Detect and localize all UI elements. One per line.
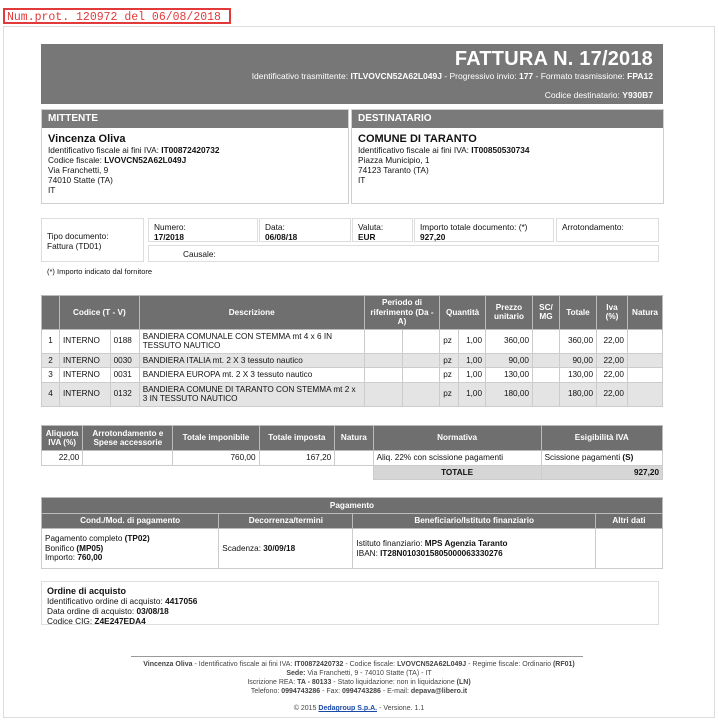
document-type: Tipo documento: Fattura (TD01) — [41, 218, 144, 262]
sender-address: Via Franchetti, 9 — [48, 165, 109, 175]
recipient-city: 74123 Taranto (TA) — [358, 165, 429, 175]
footnote: (*) Importo indicato dal fornitore — [47, 267, 153, 276]
document-rounding: Arrotondamento: — [556, 218, 659, 242]
sender-heading: MITTENTE — [42, 110, 348, 128]
footer: Vincenza Oliva - Identificativo fiscale ai fini IVA: IT00872420732 - Codice fiscale: LVOVCN52A62L049J - Regime fiscale: Ordinario (RF01) Sede: Via Franchetti, 9 - 74010 Statte (TA) - IT Iscrizione REA: TA - 80133 - Stato liquidazione: non in liquidazione (LN) Telefono: 0994743286 - Fax: 0994743286 - E-mail: depava@libero.it — [143, 661, 575, 695]
recipient-box: DESTINATARIO COMUNE DI TARANTO Identificativo fiscale ai fini IVA: IT00850530734 Piazza Municipio, 1 74123 Taranto (TA) IT — [351, 109, 664, 204]
invoice-header — [41, 44, 663, 104]
table-row: 4 INTERNO 0132 BANDIERA COMUNE DI TARANTO CON STEMMA mt 2 x 3 IN TESSUTO NAUTICO pz 1,00 180,00 180,00 22,00 — [42, 382, 663, 406]
table-row: 1 INTERNO 0188 BANDIERA COMUNALE CON STEMMA mt 4 x 6 IN TESSUTO NAUTICO pz 1,00 360,00 360,00 22,00 — [42, 329, 663, 353]
line-items-header: Codice (T - V) Descrizione Periodo di riferimento (Da - A) Quantità Prezzo unitario SC/ MG Totale Iva (%) Natura — [42, 296, 663, 330]
recipient-address: Piazza Municipio, 1 — [358, 155, 430, 165]
purchase-order-box: Ordine di acquisto Identificativo ordine di acquisto: 4417056 Data ordine di acquisto: 03/08/18 Codice CIG: Z4E247EDA4 — [41, 581, 659, 625]
document-currency: Valuta: EUR — [352, 218, 413, 242]
table-row: 2 INTERNO 0030 BANDIERA ITALIA mt. 2 X 3 tessuto nautico pz 1,00 90,00 90,00 22,00 — [42, 353, 663, 368]
footer-divider — [131, 656, 583, 657]
document-total: Importo totale documento: (*) 927,20 — [414, 218, 554, 242]
vat-summary-header: Aliquota IVA (%) Arrotondamento e Spese accessorie Totale imponibile Totale imposta Natura Normativa Esigibilità IVA — [42, 426, 663, 451]
document-causale: Causale: — [148, 245, 659, 262]
sender-city: 74010 Statte (TA) — [48, 175, 113, 185]
table-row: 3 INTERNO 0031 BANDIERA EUROPA mt. 2 X 3 tessuto nautico pz 1,00 130,00 130,00 22,00 — [42, 368, 663, 383]
payment-header: Cond./Mod. di pagamento Decorrenza/termini Beneficiario/Istituto finanziario Altri dati — [42, 514, 663, 529]
copyright: © 2015 Dedagroup S.p.A. - Versione. 1.1 — [293, 705, 425, 712]
table-row: 22,00 760,00 167,20 Aliq. 22% con scissione pagamenti Scissione pagamenti (S) — [42, 451, 663, 466]
document-date: Data: 06/08/18 — [259, 218, 351, 242]
transmission-info: Identificativo trasmittente: ITLVOVCN52A62L049J - Progressivo invio: 177 - Formato trasmissione: FPA12 — [251, 71, 653, 81]
line-items-table — [41, 295, 663, 407]
purchase-order-title: Ordine di acquisto — [47, 586, 127, 596]
recipient-name: COMUNE DI TARANTO — [358, 133, 477, 145]
document-number: Numero: 17/2018 — [148, 218, 258, 242]
protocol-stamp: Num.prot. 120972 del 06/08/2018 — [3, 8, 231, 24]
sender-box: MITTENTE Vincenza Oliva Identificativo fiscale ai fini IVA: IT00872420732 Codice fiscale: LVOVCN52A62L049J Via Franchetti, 9 74010 Statte (TA) IT — [41, 109, 349, 204]
sender-name: Vincenza Oliva — [48, 133, 126, 145]
invoice-title: FATTURA N. 17/2018 — [454, 48, 653, 70]
vat-summary-table — [41, 425, 663, 480]
table-row: Pagamento completo (TP02) Bonifico (MP05) Importo: 760,00 Scadenza: 30/09/18 Istituto finanziario: MPS Agenzia Taranto IBAN: IT28N0103015805000063330276 — [42, 529, 663, 569]
total-row: TOTALE 927,20 — [42, 465, 663, 480]
recipient-heading: DESTINATARIO — [352, 110, 663, 128]
recipient-country: IT — [358, 175, 366, 185]
payment-table — [41, 497, 663, 569]
recipient-code: Codice destinatario: Y930B7 — [544, 90, 653, 100]
dedagroup-link[interactable]: Dedagroup S.p.A. — [318, 705, 378, 712]
sender-country: IT — [48, 185, 56, 195]
payment-title: Pagamento — [42, 498, 663, 514]
